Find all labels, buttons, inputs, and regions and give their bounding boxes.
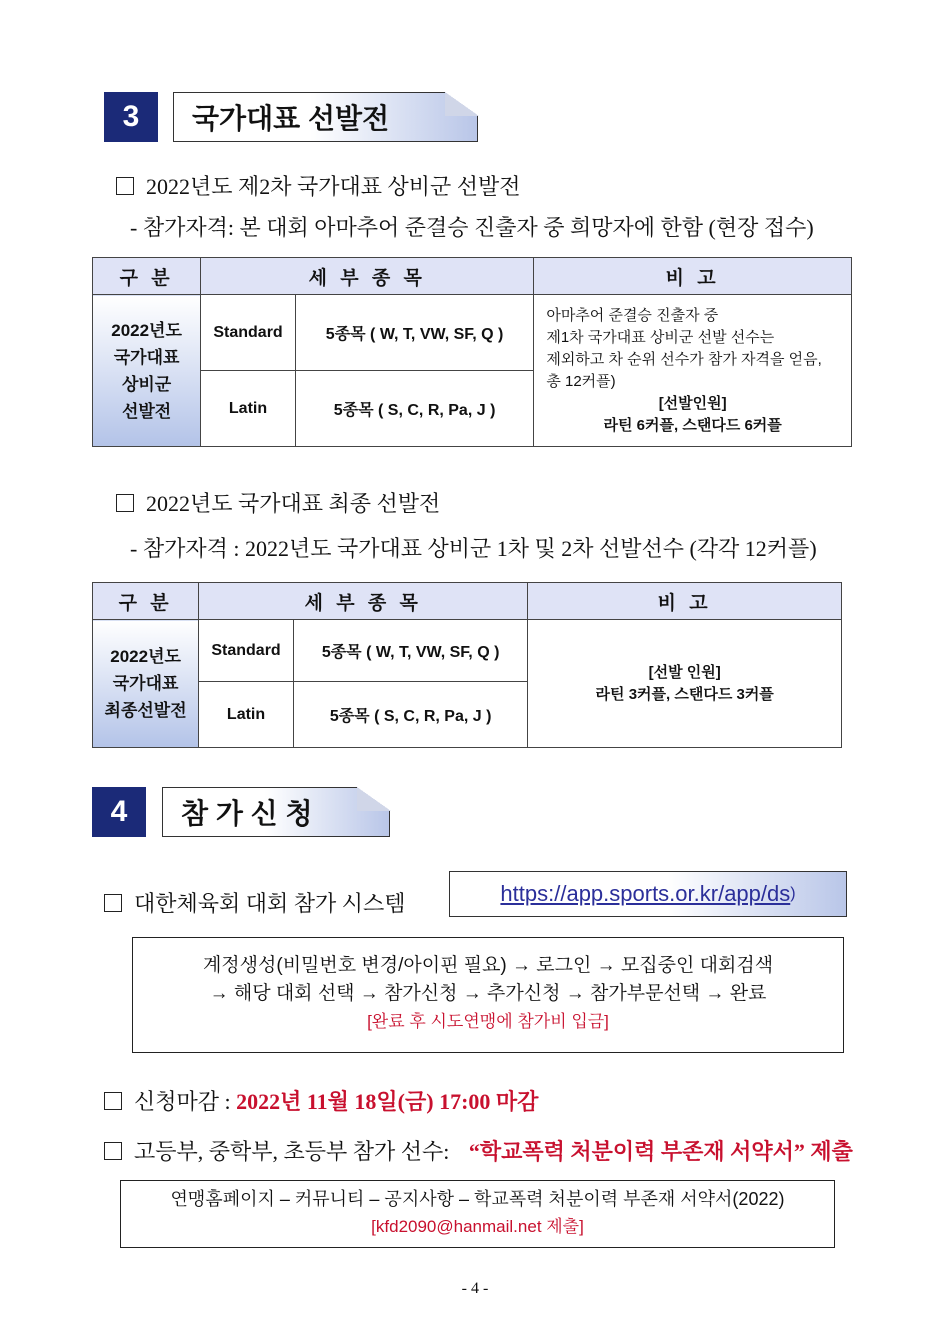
sub1-eligibility: - 참가자격: 본 대회 아마추어 준결승 진출자 중 희망자에 한함 (현장 접수) <box>130 215 814 240</box>
steps-line: → 해당 대회 선택 → 참가신청 → 추가신청 → 참가부문선택 → 완료 <box>209 983 767 1004</box>
style-standard: Standard <box>201 295 296 371</box>
note-count: 라틴 6커플, 스탠다드 6커플 <box>603 416 782 434</box>
folded-corner-icon <box>445 92 479 116</box>
students-notice <box>104 1135 853 1166</box>
system-label-text: 대한체육회 대회 참가 시스템 <box>134 891 406 916</box>
pledge-email: [kfd2090@hanmail.net 제출] <box>371 1217 584 1236</box>
sub1-heading <box>116 170 521 201</box>
events-latin: 5종목 ( S, C, R, Pa, J ) <box>293 682 527 748</box>
events-standard: 5종목 ( W, T, VW, SF, Q ) <box>295 295 533 371</box>
note-title: [선발 인원] <box>648 663 721 681</box>
category-line: 선발전 <box>121 401 172 421</box>
section-4-title-text: 참 가 신 청 <box>181 798 313 829</box>
events-latin: 5종목 ( S, C, R, Pa, J ) <box>295 371 533 447</box>
deadline-label: 신청마감 : <box>134 1089 231 1114</box>
style-standard: Standard <box>199 620 294 682</box>
registration-link[interactable]: https://app.sports.or.kr/app/ds <box>500 881 791 906</box>
note-count: 라틴 3커플, 스탠다드 3커플 <box>595 685 774 703</box>
note-line: 제외하고 차 순위 선수가 참가 자격을 얻음, <box>546 350 822 368</box>
deadline <box>104 1085 538 1116</box>
sub2-heading <box>116 487 440 518</box>
category-line: 2022년도 <box>111 320 182 340</box>
checkbox-icon <box>116 177 134 195</box>
style-latin: Latin <box>199 682 294 748</box>
events-standard: 5종목 ( W, T, VW, SF, Q ) <box>293 620 527 682</box>
sub1-heading-text: 2022년도 제2차 국가대표 상비군 선발전 <box>146 174 521 199</box>
header-note: 비 고 <box>534 258 852 295</box>
checkbox-icon <box>104 894 122 912</box>
pledge-panel <box>120 1180 835 1248</box>
header-category: 구 분 <box>93 258 201 295</box>
steps-line: 계정생성(비밀번호 변경/아이핀 필요) → 로그인 → 모집중인 대회검색 <box>202 955 774 976</box>
checkbox-icon <box>104 1092 122 1110</box>
system-label <box>104 887 406 918</box>
students-value: “학교폭력 처분이력 부존재 서약서” 제출 <box>468 1139 853 1164</box>
deadline-value: 2022년 11월 18일(금) 17:00 마감 <box>236 1089 539 1114</box>
category-line: 상비군 <box>121 374 172 394</box>
category-cell <box>93 620 199 748</box>
category-line: 2022년도 <box>110 647 181 666</box>
section-3-title <box>173 92 478 142</box>
checkbox-icon <box>104 1142 122 1160</box>
note-line: 총 12커플) <box>546 372 616 390</box>
folded-corner-icon <box>357 787 391 811</box>
table-sub1 <box>92 257 852 447</box>
steps-panel <box>132 937 844 1053</box>
header-note: 비 고 <box>528 583 842 620</box>
pledge-line: 연맹홈페이지 – 커뮤니티 – 공지사항 – 학교폭력 처분이력 부존재 서약서(2022) <box>170 1189 785 1209</box>
note-line: 제1차 국가대표 상비군 선발 선수는 <box>546 328 775 346</box>
category-line: 최종선발전 <box>104 701 187 720</box>
note-cell <box>534 295 852 447</box>
category-line: 국가대표 <box>113 347 180 367</box>
category-cell <box>93 295 201 447</box>
page-number: - 4 - <box>461 1280 489 1297</box>
section-4-title <box>162 787 390 837</box>
url-box[interactable] <box>449 871 847 917</box>
url-suffix: ) <box>790 885 796 902</box>
section-3-number: 3 <box>104 92 158 142</box>
students-label: 고등부, 중학부, 초등부 참가 선수: <box>134 1139 450 1164</box>
section-3-title-text: 국가대표 선발전 <box>192 103 390 134</box>
section-4-number: 4 <box>92 787 146 837</box>
table-sub2 <box>92 582 842 748</box>
checkbox-icon <box>116 494 134 512</box>
note-cell <box>528 620 842 748</box>
steps-note: [완료 후 시도연맹에 참가비 입금] <box>367 1012 609 1031</box>
note-line: 아마추어 준결승 진출자 중 <box>546 306 719 324</box>
header-events: 세 부 종 목 <box>199 583 528 620</box>
header-events: 세 부 종 목 <box>201 258 534 295</box>
category-line: 국가대표 <box>112 674 179 693</box>
header-category: 구 분 <box>93 583 199 620</box>
sub2-heading-text: 2022년도 국가대표 최종 선발전 <box>146 491 441 516</box>
style-latin: Latin <box>201 371 296 447</box>
note-title: [선발인원] <box>658 394 727 412</box>
sub2-eligibility: - 참가자격 : 2022년도 국가대표 상비군 1차 및 2차 선발선수 (각각 12커플) <box>130 536 817 561</box>
